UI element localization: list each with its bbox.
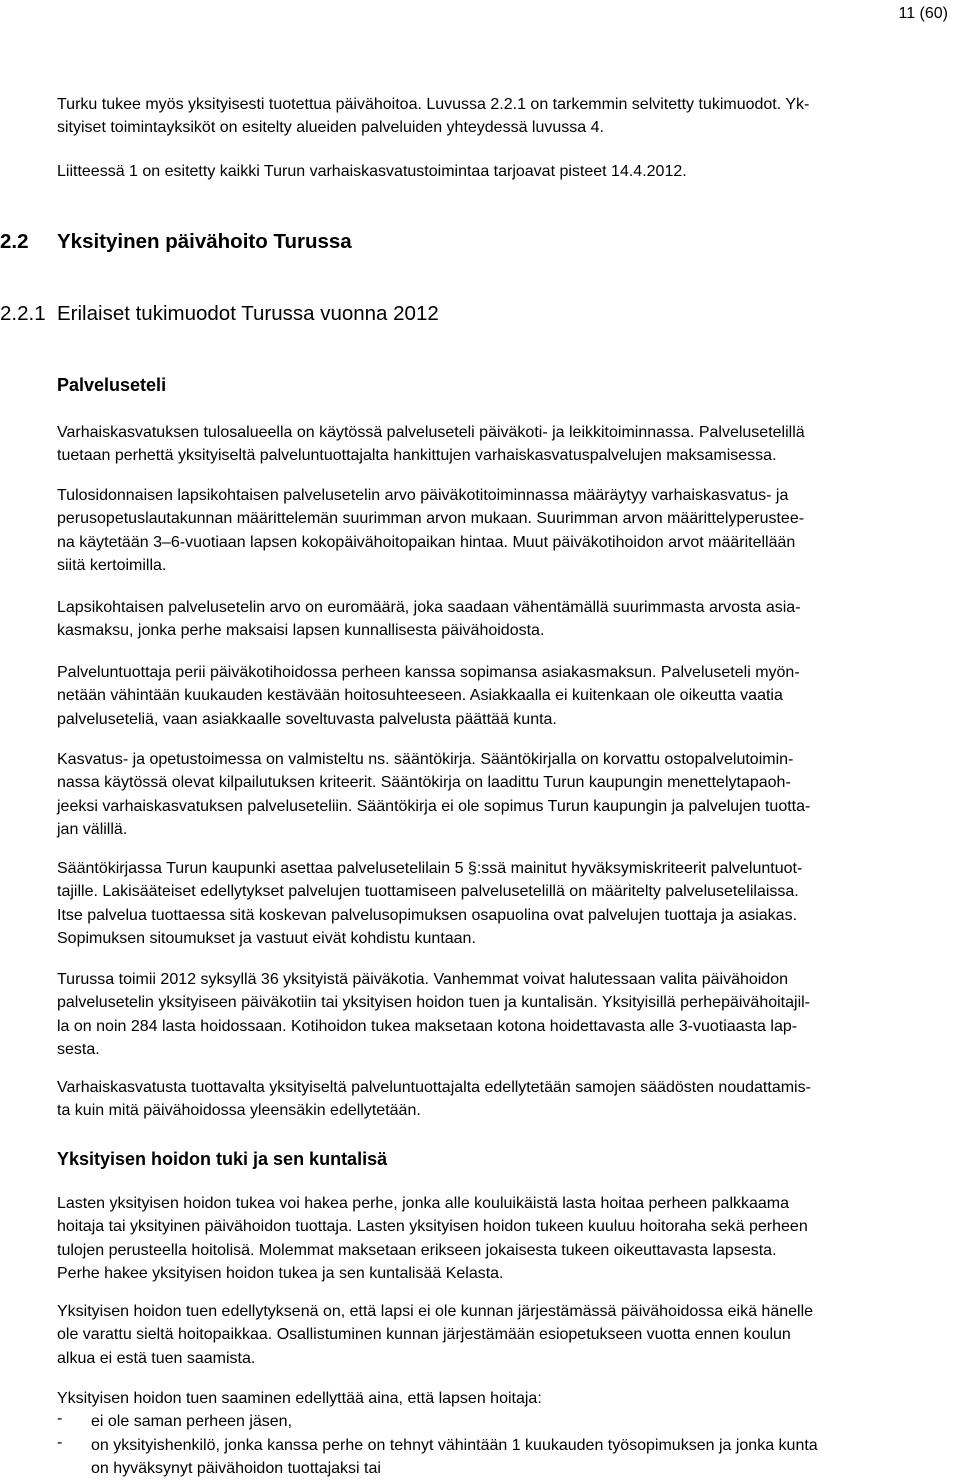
subsection-number: 2.2.1 [0,302,46,325]
paragraph [57,1076,957,1123]
subsection-title: Erilaiset tukimuodot Turussa vuonna 2012 [57,302,439,325]
text-line: Yksityisen hoidon tuen saaminen edellyttää aina, että lapsen hoitaja: [57,1390,542,1407]
paragraph [57,1300,957,1370]
intro-paragraph [57,93,957,140]
text-line: palveluseteliä, vaan asiakkaalle soveltuvasta palvelusta päättää kunta. [57,710,557,728]
page-number: 11 (60) [898,5,948,22]
text-line: Perhe hakee yksityisen hoidon tukea ja sen kuntalisää Kelasta. [57,1264,504,1282]
text-line: la on noin 284 lasta hoidossaan. Kotihoidon tukea maksetaan kotona hoidettavasta alle 3-vuotiaasta lap- [57,1017,798,1035]
paragraph [57,1192,957,1285]
text-line: Itse palvelua tuottaessa sitä koskevan palvelusopimuksen osapuolina ovat palvelujen tuottaja ja asiakas. [57,906,798,924]
text-line: ei ole saman perheen jäsen, [91,1413,293,1431]
paragraph [57,1387,957,1480]
heading-palveluseteli: Palveluseteli [57,375,167,395]
list-item [57,1410,957,1433]
heading-yksityisen-hoidon-tuki: Yksityisen hoidon tuki ja sen kuntalisä [57,1149,388,1169]
text-line: na käytetään 3–6-vuotiaan lapsen kokopäivähoitopaikan hintaa. Muut päiväkotihoidon arvot määritellään [57,533,796,551]
text-line: sesta. [57,1040,100,1058]
text-line: Kasvatus- ja opetustoimessa on valmisteltu ns. sääntökirja. Sääntökirjalla on korvattu ostopalvelutoimin- [57,751,794,768]
text-line: ole varattu sieltä hoitopaikkaa. Osallistuminen kunnan järjestämään esiopetukseen vuotta ennen koulun [57,1326,791,1344]
text-line: Liitteessä 1 on esitetty kaikki Turun varhaiskasvatustoimintaa tarjoavat pisteet 14.4.2012. [57,163,687,180]
text-line: Sääntökirjassa Turun kaupunki asettaa palvelusetelilain 5 §:ssä mainitut hyväksymiskriteerit palveluntuot- [57,860,803,877]
text-line: palvelusetelin yksityiseen päiväkotiin tai yksityisen hoidon tuen ja kuntalisän. Yksityisillä perhepäivähoitajil- [57,994,810,1012]
text-line: jeeksi varhaiskasvatuksen palveluseteliin. Sääntökirja ei ole sopimus Turun kaupungin ja palvelujen tuotta- [57,797,811,815]
text-line: on hyväksynyt päivähoidon tuottajaksi tai [91,1459,381,1477]
text-line: Yksityisen hoidon tuen edellytyksenä on, että lapsi ei ole kunnan järjestämässä päivähoidossa eikä hänelle [57,1303,814,1320]
text-line: Lapsikohtaisen palvelusetelin arvo on euromäärä, joka saadaan vähentämällä suurimmasta arvosta asia- [57,599,801,616]
text-line: hoitaja tai yksityinen päivähoidon tuottaja. Lasten yksityisen hoidon tukeen kuuluu hoitoraha sekä perheen [57,1218,808,1236]
paragraph [57,596,957,643]
text-line: alkua ei estä tuen saamista. [57,1349,256,1367]
paragraph [57,968,957,1061]
text-line: siitä kertoimilla. [57,556,167,574]
text-line: nassa käytössä olevat kilpailutuksen kriteerit. Sääntökirja on laadittu Turun kaupungin menettelytapaoh- [57,774,791,792]
list-item [57,1434,957,1481]
paragraph [57,857,957,950]
text-line: tulojen perusteella hoitolisä. Molemmat maksetaan erikseen jokaisesta tukeen oikeuttavasta lapsesta. [57,1241,777,1259]
text-line: tajille. Lakisääteiset edellytykset palvelujen tuottamiseen palvelusetelillä on määritelty palvelusetelilaissa. [57,883,799,901]
text-line: on yksityishenkilö, jonka kanssa perhe on tehnyt vähintään 1 kuukauden työsopimuksen ja jonka kunta [91,1436,818,1454]
text-line: Turussa toimii 2012 syksyllä 36 yksityistä päiväkotia. Vanhemmat voivat halutessaan valita päivähoidon [57,971,789,988]
text-line: perusopetuslautakunnan määrittelemän suurimman arvon mukaan. Suurimman arvon määrittelyperustee- [57,510,805,528]
liite-paragraph [57,160,957,183]
paragraph [57,661,957,731]
text-line: Turku tukee myös yksityisesti tuotettua päivähoitoa. Luvussa 2.2.1 on tarkemmin selvitetty tukimuodot. Yk- [57,96,810,113]
text-line: sityiset toimintayksiköt on esitelty alueiden palveluiden yhteydessä luvussa 4. [57,119,604,137]
paragraph [57,484,957,577]
text-line: Lasten yksityisen hoidon tukea voi hakea perhe, jonka alle kouluikäistä lasta hoitaa perheen palkkaama [57,1195,790,1212]
text-line: tuetaan perhettä yksityiseltä palveluntuottajalta hankittujen varhaiskasvatuspalvelujen maksamisessa. [57,447,777,465]
text-line: Varhaiskasvatuksen tulosalueella on käytössä palveluseteli päiväkoti- ja leikkitoiminnassa. Palvelusetelillä [57,424,805,441]
subsection-heading [0,300,957,328]
list-bullet: - [57,1410,63,1428]
list-bullet: - [57,1433,63,1451]
paragraph [57,421,957,468]
text-line: Sopimuksen sitoumukset ja vastuut eivät kohdistu kuntaan. [57,929,476,947]
text-line: Palveluntuottaja perii päiväkotihoidossa perheen kanssa sopimansa asiakasmaksun. Palveluseteli myön- [57,664,800,681]
text-line: netään vähintään kuukauden kestävään hoitosuhteeseen. Asiakkaalla ei kuitenkaan ole oikeutta vaatia [57,687,783,705]
paragraph [57,748,957,841]
section-number: 2.2 [0,230,29,253]
text-line: Tulosidonnaisen lapsikohtaisen palvelusetelin arvo päiväkotitoiminnassa määräytyy varhaiskasvatus- ja [57,487,789,504]
text-line: kasmaksu, jonka perhe maksaisi lapsen kunnallisesta päivähoidosta. [57,622,545,640]
text-line: ta kuin mitä päivähoidossa yleensäkin edellytetään. [57,1102,421,1120]
section-heading [0,228,957,256]
text-line: Varhaiskasvatusta tuottavalta yksityiseltä palveluntuottajalta edellytetään samojen säädösten noudattamis- [57,1079,811,1096]
text-line: jan välillä. [57,820,128,838]
section-title: Yksityinen päivähoito Turussa [57,230,352,253]
